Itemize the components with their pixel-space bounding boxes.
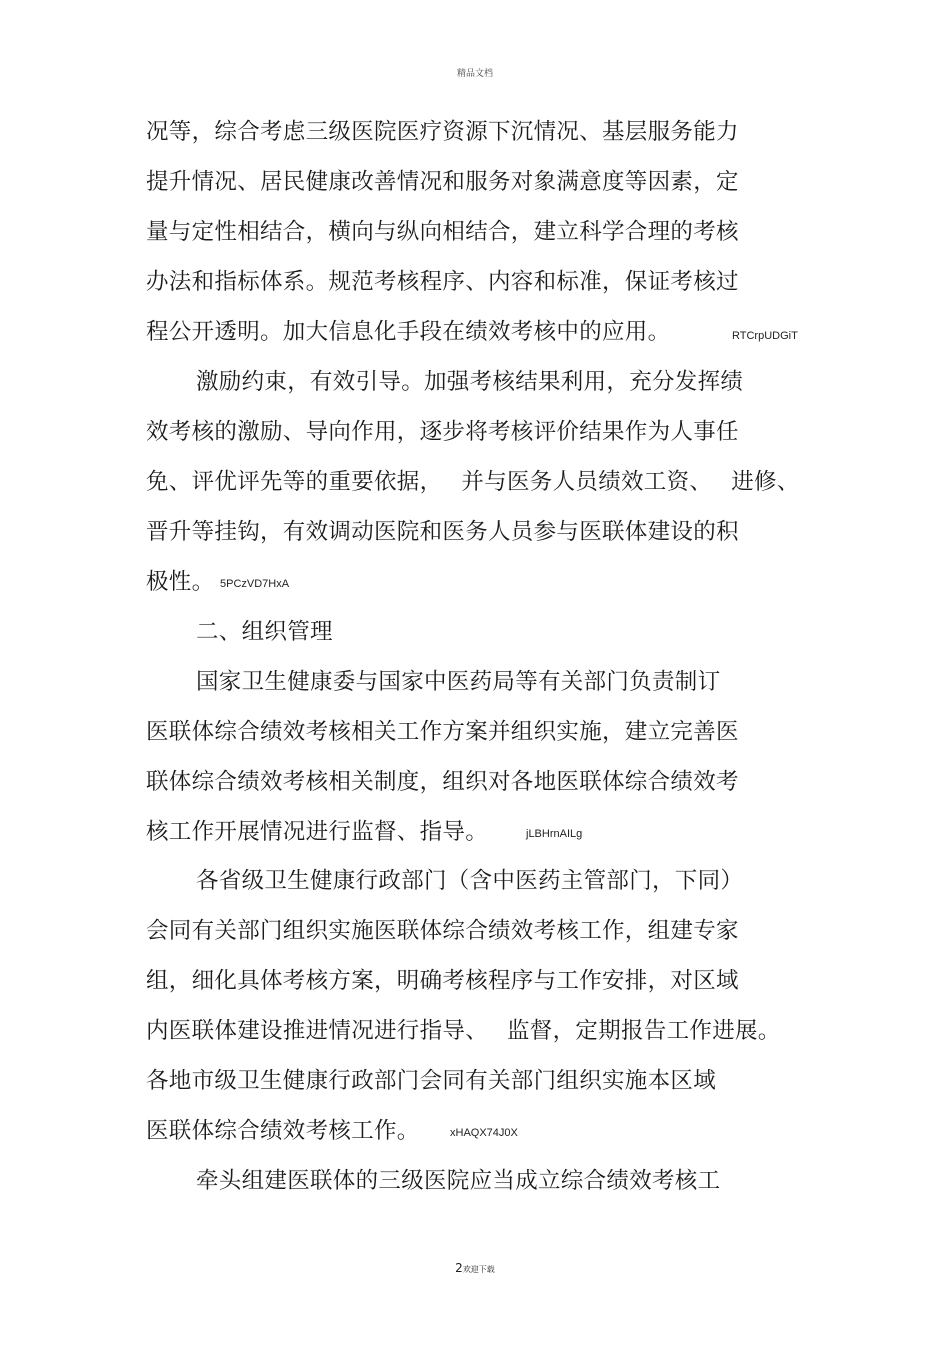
body-line: 效考核的激励、导向作用，逐步将考核评价结果作为人事任 [146, 419, 739, 445]
section-heading: 二、组织管理 [196, 619, 333, 645]
body-line: 医联体综合绩效考核相关工作方案并组织实施，建立完善医 [146, 719, 739, 745]
body-line: 会同有关部门组织实施医联体综合绩效考核工作，组建专家 [146, 918, 739, 944]
doc-code: 5PCzVD7HxA [220, 578, 290, 590]
body-line: 各省级卫生健康行政部门（含中医药主管部门，下同） [196, 868, 744, 894]
doc-code: RTCrpUDGiT [732, 330, 798, 342]
body-line: 激励约束，有效引导。加强考核结果利用，充分发挥绩 [196, 369, 744, 395]
body-line: 量与定性相结合，横向与纵向相结合，建立科学合理的考核 [146, 219, 739, 245]
body-line: 晋升等挂钩，有效调动医院和医务人员参与医联体建设的积 [146, 519, 739, 545]
body-line: 内医联体建设推进情况进行指导、 监督，定期报告工作进展。 [146, 1018, 781, 1044]
doc-code: xHAQX74J0X [450, 1127, 518, 1139]
body-line: 程公开透明。加大信息化手段在绩效考核中的应用。 [146, 319, 671, 345]
body-line: 提升情况、居民健康改善情况和服务对象满意度等因素，定 [146, 169, 739, 195]
body-line: 免、评优评先等的重要依据， 并与医务人员绩效工资、 进修、 [146, 469, 800, 495]
body-line: 医联体综合绩效考核工作。 [146, 1118, 420, 1144]
body-line: 各地市级卫生健康行政部门会同有关部门组织实施本区域 [146, 1068, 717, 1094]
footer-text: 欢迎下载 [462, 1265, 495, 1274]
page-footer [0, 1261, 950, 1275]
body-line: 联体综合绩效考核相关制度，组织对各地医联体综合绩效考 [146, 769, 739, 795]
body-line: 办法和指标体系。规范考核程序、内容和标准，保证考核过 [146, 269, 739, 295]
body-line: 极性。 [146, 569, 215, 595]
body-line: 组，细化具体考核方案，明确考核程序与工作安排，对区域 [146, 968, 739, 994]
page-header: 精品文档 [456, 69, 493, 79]
body-line: 牵头组建医联体的三级医院应当成立综合绩效考核工 [196, 1168, 721, 1194]
body-line: 况等，综合考虑三级医院医疗资源下沉情况、基层服务能力 [146, 119, 739, 145]
doc-code: jLBHrnAILg [526, 828, 583, 840]
body-line: 核工作开展情况进行监督、指导。 [146, 819, 489, 845]
body-line: 国家卫生健康委与国家中医药局等有关部门负责制订 [196, 669, 721, 695]
page-number: 2 [455, 1261, 463, 1275]
